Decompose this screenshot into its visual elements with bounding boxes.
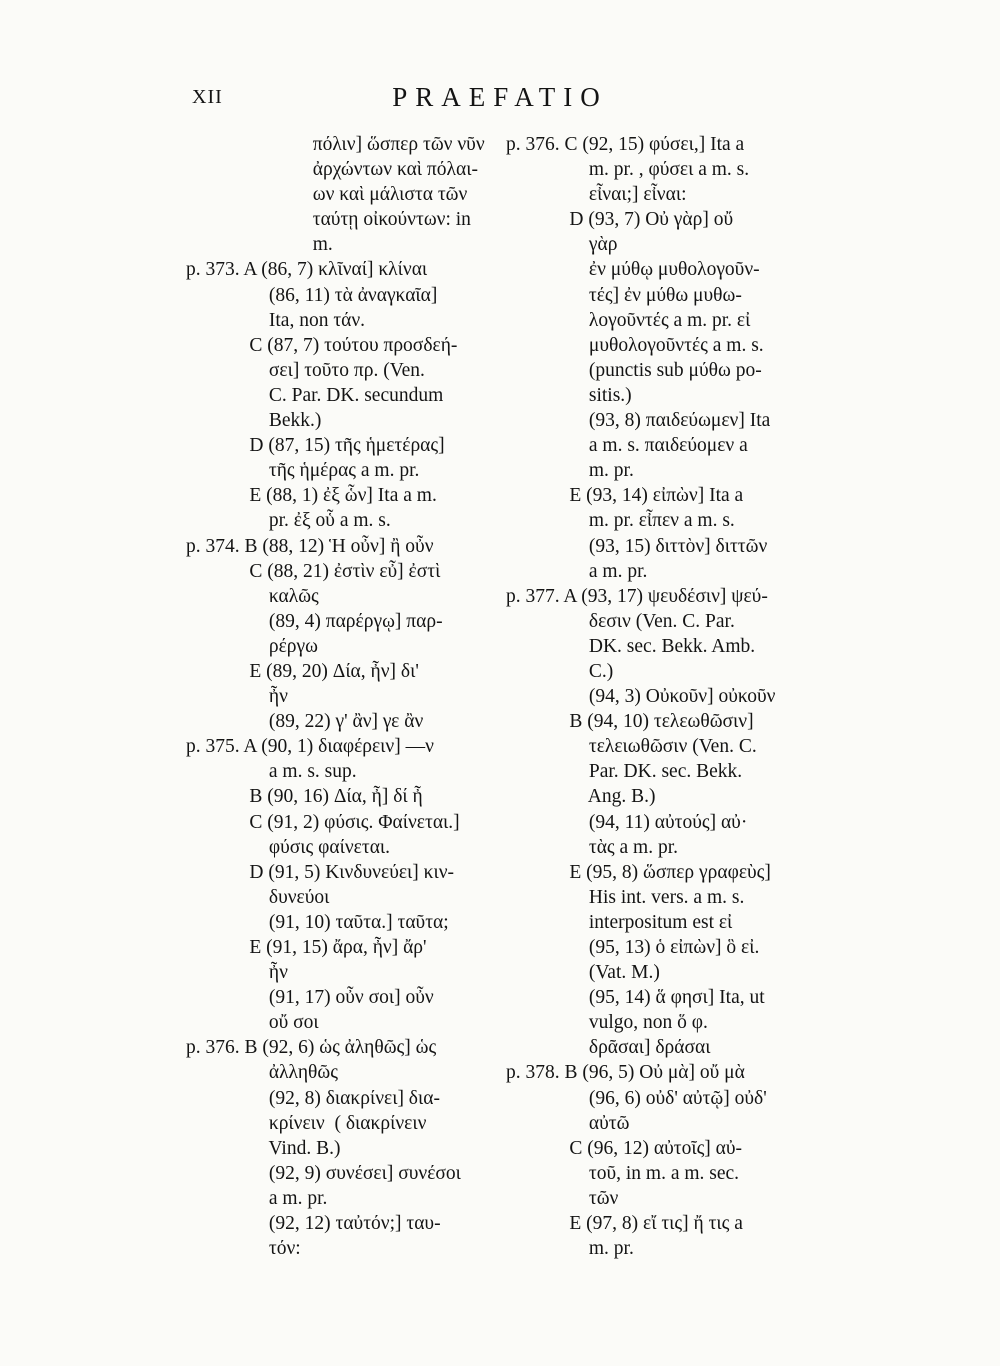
text-line: a m. s. sup. — [186, 761, 357, 783]
text-line: ων καὶ μάλιστα τῶν — [186, 184, 468, 206]
text-line: (93, 8) παιδεύωμεν] Ita — [506, 410, 771, 432]
text-line: E (89, 20) Δία, ἦν] δι' — [186, 660, 419, 682]
left-column — [186, 132, 496, 1261]
text-line: ρέργω — [186, 635, 318, 657]
text-line: τόν: — [186, 1238, 301, 1260]
text-line: τοῦ, in m. a m. sec. — [506, 1162, 740, 1184]
text-line: a m. pr. — [186, 1187, 328, 1209]
text-line: ταύτῃ οἰκούντων: in — [186, 209, 471, 231]
text-line: D (93, 7) Οὐ γὰρ] οὔ — [506, 209, 734, 231]
text-line: m. — [186, 234, 333, 256]
text-line: m. pr. εἶπεν a m. s. — [506, 510, 735, 532]
text-line: (86, 11) τὰ ἀναγκαῖα] — [186, 284, 438, 306]
text-line: Vind. B.) — [186, 1137, 341, 1159]
text-line: (89, 22) γ' ἂν] γε ἂν — [186, 711, 424, 733]
text-line: sitis.) — [506, 384, 632, 406]
text-line: Bekk.) — [186, 410, 322, 432]
text-line: B (94, 10) τελεωθῶσιν] — [506, 711, 754, 733]
text-line: (96, 6) οὐδ' αὐτῷ] οὐδ' — [506, 1087, 767, 1109]
text-line: (92, 12) ταὐτόν;] ταυ- — [186, 1213, 441, 1235]
text-line: D (87, 15) τῆς ἡμετέρας] — [186, 435, 445, 457]
text-line: p. 374. B (88, 12) Ἡ οὖν] ἢ οὖν — [186, 535, 434, 557]
text-line: Par. DK. sec. Bekk. — [506, 761, 743, 783]
text-line: φύσις φαίνεται. — [186, 836, 391, 858]
text-line: E (97, 8) εἴ τις] ἤ τις a — [506, 1213, 743, 1235]
text-line: interpositum est εἰ — [506, 911, 733, 933]
text-line: (92, 9) συνέσει] συνέσοι — [186, 1162, 461, 1184]
text-line: καλῶς — [186, 585, 319, 607]
text-line: αὐτῶ — [506, 1112, 630, 1134]
text-line: E (93, 14) εἰπὼν] Ita a — [506, 485, 744, 507]
text-line: τές] ἐν μύθω μυθω- — [506, 284, 742, 306]
text-line: pr. ἐξ οὗ a m. s. — [186, 510, 391, 532]
running-head: PRAEFATIO — [392, 82, 608, 112]
text-line: Ang. B.) — [506, 786, 656, 808]
text-line: C.) — [506, 660, 614, 682]
text-line: μυθολογοῦντές a m. s. — [506, 334, 764, 356]
text-line: C (91, 2) φύσις. Φαίνεται.] — [186, 811, 460, 833]
text-line: λογοῦντές a m. pr. εἰ — [506, 309, 751, 331]
text-line: (punctis sub μύθω po- — [506, 359, 762, 381]
text-line: p. 376. C (92, 15) φύσει,] Ita a — [506, 134, 745, 155]
text-line: (93, 15) διττὸν] διττῶν — [506, 535, 768, 557]
text-line: (94, 11) αὐτούς] αὐ· — [506, 811, 748, 833]
text-line: ἦν — [186, 686, 288, 708]
text-line: (95, 13) ὁ εἰπὼν] ὃ εἰ. — [506, 937, 760, 958]
text-line: p. 376. B (92, 6) ὡς ἀληθῶς] ὡς — [186, 1037, 437, 1059]
text-line: τὰς a m. pr. — [506, 836, 679, 858]
text-line: ἀλληθῶς — [186, 1062, 338, 1084]
text-line: ἦν — [186, 962, 288, 984]
text-line: (Vat. M.) — [506, 962, 660, 984]
text-line: E (95, 8) ὥσπερ γραφεὺς] — [506, 861, 771, 883]
text-line: (95, 14) ἅ φησι] Ita, ut — [506, 987, 765, 1009]
text-line: D (91, 5) Κινδυνεύει] κιν- — [186, 861, 455, 883]
right-column — [506, 132, 816, 1261]
text-line: p. 373. A (86, 7) κλῖναί] κλίναι — [186, 259, 428, 281]
text-line: οὔ σοι — [186, 1012, 319, 1034]
text-line: m. pr. , φύσει a m. s. — [506, 159, 750, 181]
text-line: ἀρχώντων καὶ πόλαι- — [186, 159, 478, 181]
text-line: πόλιν] ὥσπερ τῶν νῦν — [186, 134, 485, 155]
text-line: τῶν — [506, 1187, 619, 1209]
text-line: σει] τοῦτο πρ. (Ven. — [186, 359, 425, 381]
text-line: τελειωθῶσιν (Ven. C. — [506, 736, 757, 758]
text-line: Ita, non τάν. — [186, 309, 366, 331]
text-line: ἐν μύθῳ μυθολογοῦν- — [506, 259, 760, 281]
text-line: m. pr. — [506, 1238, 634, 1260]
text-line: C (96, 12) αὐτοῖς] αὐ- — [506, 1137, 743, 1159]
page-number: XII — [192, 86, 223, 108]
text-line: p. 375. A (90, 1) διαφέρειν] —ν — [186, 736, 434, 758]
text-line: B (90, 16) Δία, ἦ] δί ἦ — [186, 786, 423, 808]
text-line: DK. sec. Bekk. Amb. — [506, 635, 756, 657]
text-line: C (88, 21) ἐστὶν εὖ] ἐστὶ — [186, 560, 441, 582]
text-line: δρᾶσαι] δράσαι — [506, 1037, 711, 1059]
text-line: E (88, 1) ἐξ ὧν] Ita a m. — [186, 485, 437, 507]
text-line: (89, 4) παρέργῳ] παρ- — [186, 610, 443, 632]
text-line: (91, 17) οὖν σοι] οὖν — [186, 987, 434, 1009]
text-line: m. pr. — [506, 460, 634, 482]
text-line: δυνεύοι — [186, 886, 330, 908]
text-line: (92, 8) διακρίνει] δια- — [186, 1087, 440, 1109]
text-line: p. 378. B (96, 5) Οὐ μὰ] οὔ μὰ — [506, 1062, 745, 1084]
text-line: E (91, 15) ἄρα, ἦν] ἄρ' — [186, 937, 427, 958]
text-line: C (87, 7) τούτου προσδεή- — [186, 334, 458, 356]
text-line: a m. pr. — [506, 560, 648, 582]
text-line: κρίνειν ( διακρίνειν — [186, 1112, 427, 1134]
text-line: γὰρ — [506, 234, 618, 256]
text-line: (94, 3) Οὐκοῦν] οὐκοῦν — [506, 686, 776, 708]
text-line: p. 377. A (93, 17) ψευδέσιν] ψεύ- — [506, 585, 768, 607]
text-line: His int. vers. a m. s. — [506, 886, 745, 908]
text-line: τῆς ἡμέρας a m. pr. — [186, 460, 420, 482]
text-line: εἶναι;] εἶναι: — [506, 184, 687, 206]
text-line: C. Par. DK. secundum — [186, 384, 444, 406]
text-line: (91, 10) ταῦτα.] ταῦτα; — [186, 911, 449, 933]
text-line: δεσιν (Ven. C. Par. — [506, 610, 735, 632]
text-line: vulgo, non ὅ φ. — [506, 1012, 708, 1034]
text-line: a m. s. παιδεύομεν a — [506, 435, 748, 457]
